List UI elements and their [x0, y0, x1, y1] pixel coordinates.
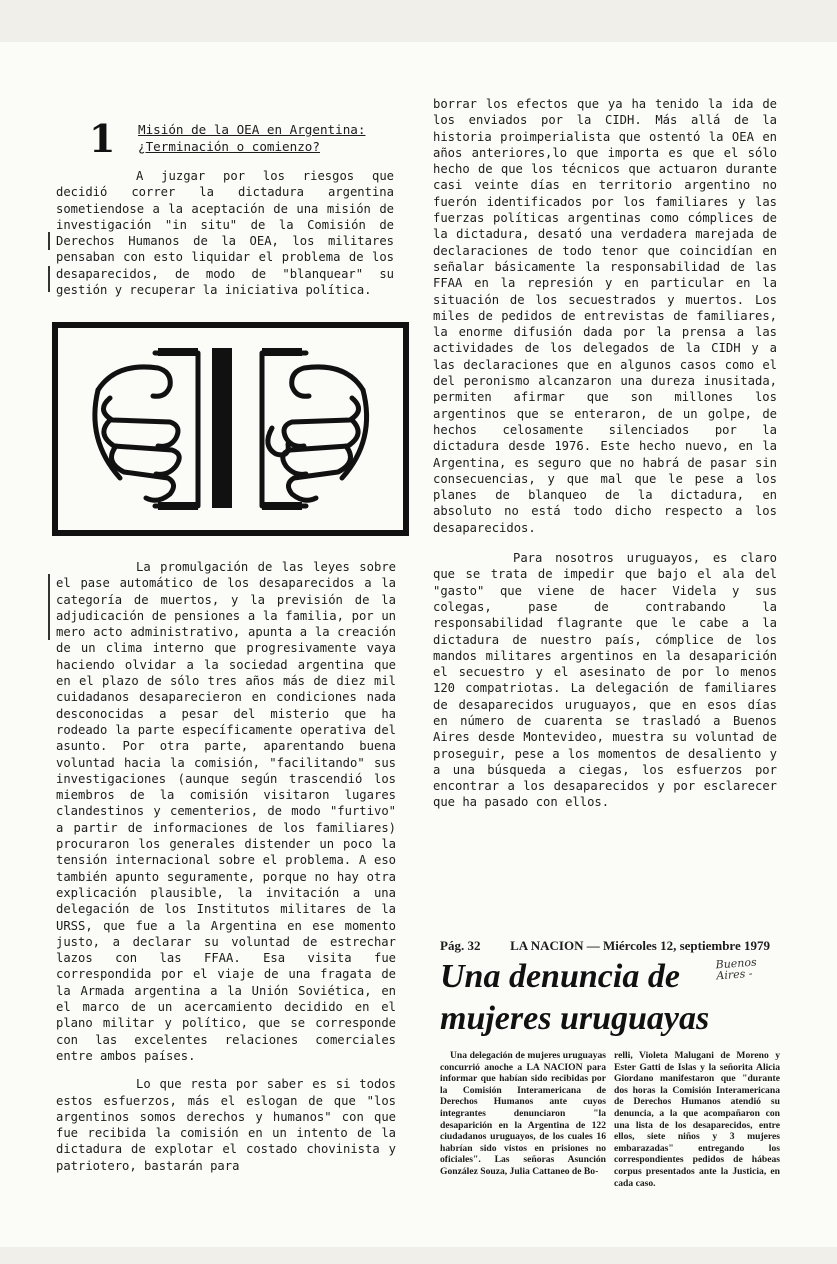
clipping-column-2 — [614, 1050, 780, 1189]
article-title — [138, 122, 408, 155]
handwritten-note-line2: Aires - — [715, 966, 753, 983]
clipping-page-number: Pág. 32 — [440, 938, 481, 953]
clipping-column-1 — [440, 1050, 606, 1189]
clipping-headline-line1: Una denuncia de — [440, 958, 680, 995]
article-paragraph: A juzgar por los riesgos que decidió correr la dictadura argentina sometiendose a la aceptación de una misión de investigación "in situ" de la Comisión de Derechos Humanos de la OEA, los militares pensaban con esto liquidar el problema de los desaparecidos, de modo de "blanquear" su gestión y recuperar la iniciativa política. — [56, 169, 394, 298]
handwritten-note-line1: Buenos — [715, 955, 758, 972]
article-title-line2: ¿Terminación o comienzo? — [138, 138, 320, 154]
section-number: 1 — [89, 116, 116, 161]
margin-mark — [48, 266, 50, 292]
margin-mark — [48, 232, 50, 250]
article-title-line1: Misión de la OEA en Argentina: — [138, 122, 366, 137]
article-paragraph: La promulgación de las leyes sobre el pase automático de los desaparecidos a la categoría de muertos, y la previsión de la adjudicación de pensiones a la familia, por un mero acto administrativo, apunta a la creación de un clima interno que progresivamente vaya haciendo olvidar a la sociedad argentina que en el plazo de sólo tres años más de diez mil cuidadanos desaparecieron en condiciones nada desconocidas a pesar del misterio que ha rodeado la parte específicamente operativa del asunto. Por otra parte, aparentando buena voluntad hacia la comisión, "facilitando" sus investigaciones (aunque según trascendió los miembros de la comisión visitaron lugares clandestinos y cementerios, de modo "furtivo" a partir de informaciones de los familiares) procuraron los generales distender un poco la tensión internacional sobre el problema. A eso también apunto seguramente, porque no hay otra explicación plausible, la invitación a una delegación de los Institutos militares de la URSS, que fue a la Argentina en ese momento justo, a declarar su voluntad de estrechar lazos con las FFAA. Esa visita fue correspondida por el viaje de una fragata de la Armada argentina a la Unión Soviética, en el marco de un acercamiento decidido en el plano militar y político, que se corresponde con las excelentes relaciones comerciales entre ambos países. — [56, 560, 396, 1063]
clipping-header — [440, 938, 770, 954]
clipping-text: relli, Violeta Malugani de Moreno y Ester Gatti de Islas y la señorita Alicia Giordano manifestaron que "durante dos horas la Comisión Interamericana de Derechos Humanos atendió su denuncia, a la que acompañaron con una lista de los desaparecidos, entre ellos, siete niños y 3 mujeres embarazadas" entregando los correspondientes pedidos de hábeas corpus presentados ante la Justicia, en cada caso. — [614, 1050, 780, 1189]
left-column-top — [56, 168, 394, 298]
clipping-body — [440, 1050, 780, 1189]
clipping-headline-line2: mujeres uruguayas — [440, 1000, 710, 1037]
right-column — [433, 96, 777, 811]
clipping-dateline: LA NACION — Miércoles 12, septiembre 1979 — [510, 938, 770, 953]
left-column-bottom — [56, 559, 396, 1174]
newspaper-clipping — [440, 938, 785, 1189]
handwritten-note — [715, 957, 757, 982]
article-paragraph: Lo que resta por saber es si todos estos esfuerzos, más el eslogan de que "los argentinos somos derechos y humanos" con que fue recibida la comisión en un intento de la dictadura de explotar el costado chovinista y patriotero, bastarán para — [56, 1077, 396, 1173]
margin-mark — [48, 574, 50, 640]
clipping-text: Una delegación de mujeres uruguayas concurrió anoche a LA NACION para informar que habían sido recibidas por la Comisión Interamericana de Derechos Humanos ante cuyos integrantes denunciaron "la desaparición en la Argentina de 122 ciudadanos uruguayos, de los cuales 16 habrían sido vistos en prisiones no oficiales". Las señoras Asunción González Souza, Julia Cattaneo de Bo- — [440, 1050, 606, 1177]
article-paragraph: Para nosotros uruguayos, es claro que se trata de impedir que bajo el ala del "gasto" que viene de hacer Videla y sus colegas, pase de contrabando la responsabilidad flagrante que le cabe a la dictadura de nuestro país, cómplice de los mandos militares argentinos en la desaparición el secuestro y el asesinato de por lo menos 120 compatriotas. La delegación de familiares de desaparecidos uruguayos, que en esos días en número de cuarenta se trasladó a Buenos Aires desde Montevideo, muestra su voluntad de proseguir, pese a los momentos de desaliento y a una búsqueda a ciegas, los esfuerzos por encontrar a los desaparecidos y por esclarecer que ha pasado con ellos. — [433, 551, 777, 810]
two-fists-gripping-bars-icon — [52, 322, 409, 536]
article-paragraph: borrar los efectos que ya ha tenido la ida de los enviados por la CIDH. Más allá de la historia proimperialista que ostentó la OEA en años anteriores,lo que importa es que el sólo hecho de que los técnicos que actuaron durante casi veinte días en territorio argentino no fuerón identificados por los familiares y las fuerzas políticas argentinas como cómplices de la dictadura, desató una verdadera marejada de declaraciones de todo tenor que coincidían en señalar básicamente la responsabilidad de las FFAA en la represión y en particular en la situación de los secuestrados y muertos. Los miles de pedidos de entrevistas de familiares, la enorme difusión dada por la prensa a las actividades de los delegados de la CIDH y a las declaraciones que en algunos casos como el del peronismo alcanzaron una dureza inusitada, permiten afirmar que son millones los argentinos que se enteraron, de un golpe, de hechos celosamente silenciados por la dictadura desde 1976. Este hecho nuevo, en la Argentina, es seguro que no habrá de pasar sin consecuencias, y que mal que le pese a los planes de blanqueo de la dictadura, en absoluto no está todo dicho respecto a los desaparecidos. — [433, 97, 777, 535]
